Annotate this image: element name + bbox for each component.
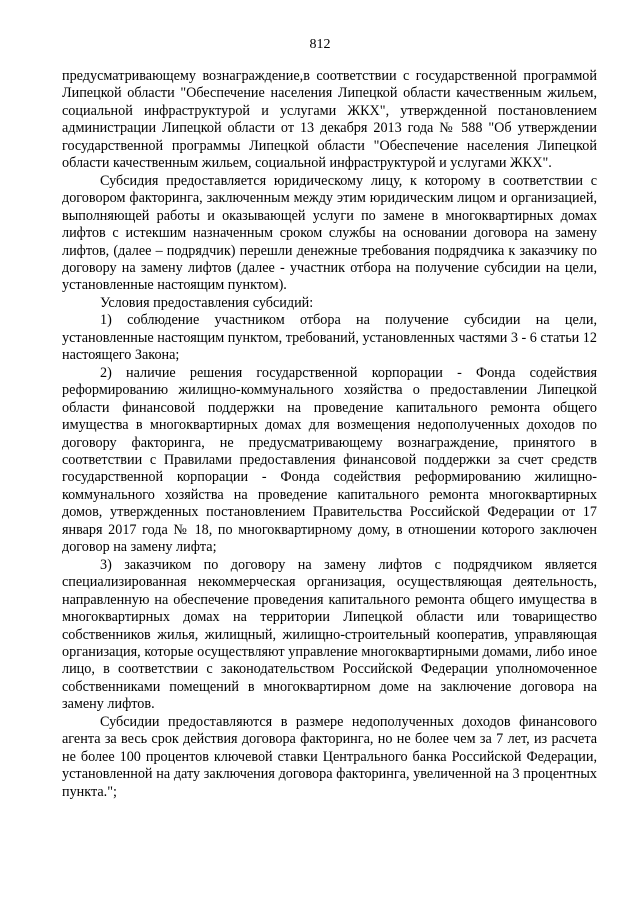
paragraph-condition-2: 2) наличие решения государственной корпорации - Фонда содействия реформированию жилищно-коммунального хозяйства о предоставлении Липецкой области финансовой поддержки на проведение капитального ремонта общего имущества в многоквартирных домах для возмещения недополученных доходов по договору факторинга, не предусматривающему вознаграждение, принятого в соответствии с Правилами предоставления финансовой поддержки за счет средств государственной корпорации - Фонда содействия реформированию жилищно-коммунального хозяйства на проведение капитального ремонта многоквартирных домов, утвержденных постановлением Правительства Российской Федерации от 17 января 2017 года № 18, по многоквартирному дому, в отношении которого заключен договор на замену лифта; <box>62 364 597 556</box>
paragraph-program-reference: предусматривающему вознаграждение,в соответствии с государственной программой Липецкой области "Обеспечение населения Липецкой области качественным жильем, социальной инфраструктурой и услугами ЖКХ", утвержденной постановлением администрации Липецкой области от 13 декабря 2013 года № 588 "Об утверждении государственной программы Липецкой области "Обеспечение населения Липецкой области качественным жильем, социальной инфраструктурой и услугами ЖКХ". <box>62 68 597 172</box>
paragraph-subsidy-recipient: Субсидия предоставляется юридическому лицу, к которому в соответствии с договором факторинга, заключенным между этим юридическим лицом и организацией, выполняющей работы и оказывающей услуги по замене в многоквартирных домах лифтов с истекшим назначенным сроком службы на основании договора на замену лифтов, (далее – подрядчик) перешли денежные требования подрядчика к заказчику по договору на замену лифтов (далее - участник отбора на получение субсидии на цели, установленные настоящим пунктом). <box>62 172 597 294</box>
paragraph-condition-1: 1) соблюдение участником отбора на получение субсидии на цели, установленные настоящим пунктом, требований, установленных частями 3 - 6 статьи 12 настоящего Закона; <box>62 312 597 364</box>
paragraph-condition-3: 3) заказчиком по договору на замену лифтов с подрядчиком является специализированная некоммерческая организация, осуществляющая деятельность, направленную на обеспечение проведения капитального ремонта общего имущества в многоквартирных домах на территории Липецкой области или товарищество собственников жилья, жилищный, жилищно-строительный кооператив, управляющая организация, которые осуществляют управление многоквартирными домами, либо иное лицо, в соответствии с законодательством Российской Федерации уполномоченное собственниками помещений в многоквартирном доме на заключение договора на замену лифтов. <box>62 556 597 713</box>
paragraph-conditions-heading: Условия предоставления субсидий: <box>100 294 314 311</box>
paragraph-subsidy-amount: Субсидии предоставляются в размере недополученных доходов финансового агента за весь срок действия договора факторинга, но не более чем за 7 лет, из расчета не более 100 процентов ключевой ставки Центрального банка Российской Федерации, установленной на дату заключения договора факторинга, увеличенной на 3 процентных пункта."; <box>62 713 597 800</box>
document-body <box>62 68 597 801</box>
page-number: 812 <box>309 37 331 52</box>
